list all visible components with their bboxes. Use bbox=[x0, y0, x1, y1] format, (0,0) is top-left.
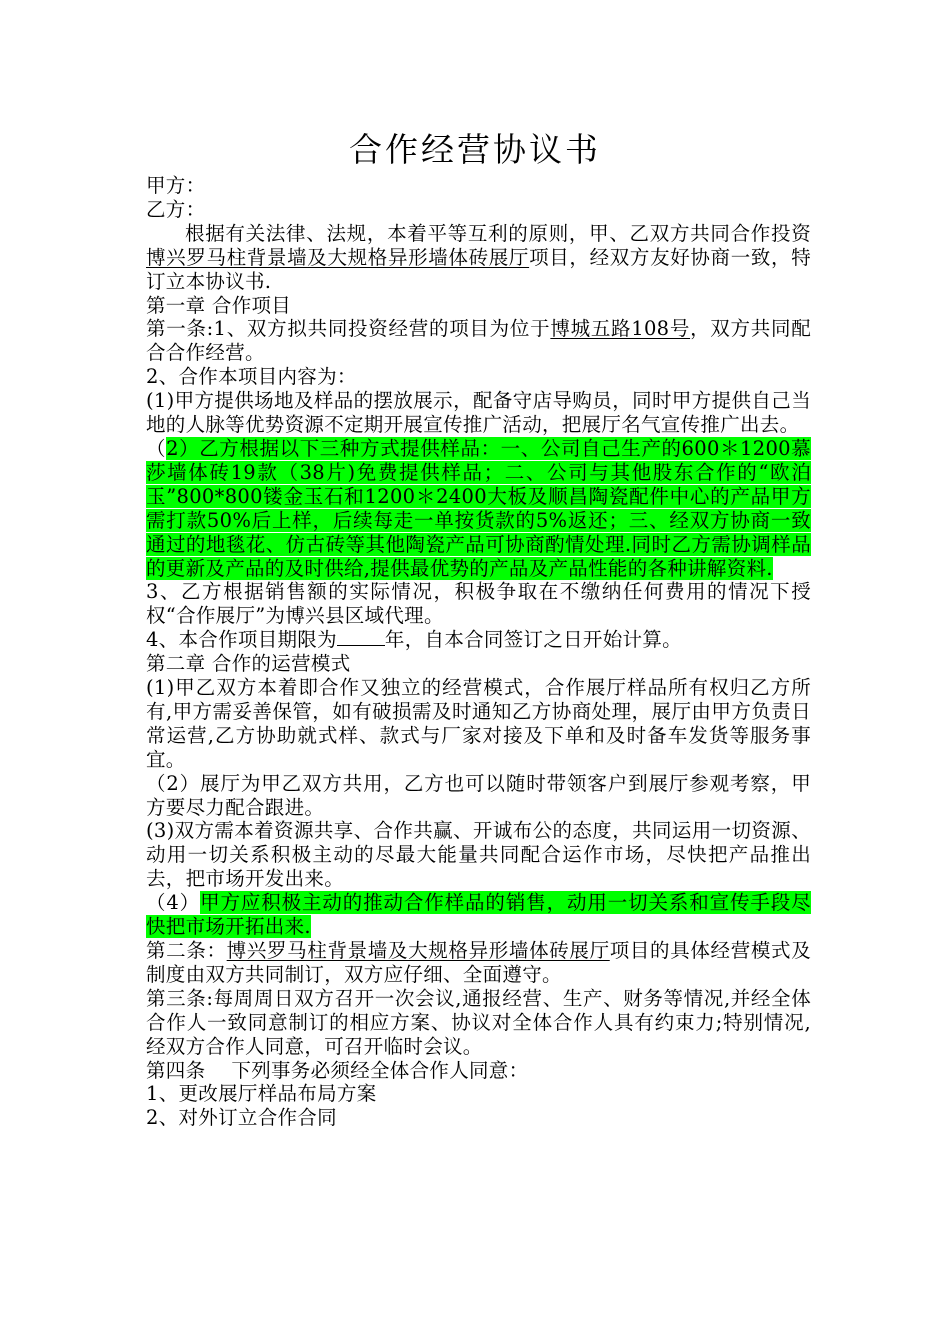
intro-pre: 根据有关法律、法规，本着平等互利的原则，甲、乙双方共同合作投资 bbox=[185, 221, 811, 245]
item-3: 3、乙方根据销售额的实际情况，积极争取在不缴纳任何费用的情况下授权“合作展厅”为博兴县区域代理。 bbox=[146, 580, 811, 628]
matter-1: 1、更改展厅样品布局方案 bbox=[146, 1082, 377, 1106]
party-a-line: 甲方： bbox=[146, 174, 206, 197]
item-2-1: (1)甲方提供场地及样品的摆放展示，配备守店导购员，同时甲方提供自己当地的人脉等优势资源不定期开展宣传推广活动，把展厅名气宣传推广出去。 bbox=[146, 389, 811, 437]
chapter-2-heading: 第二章 合作的运营模式 bbox=[146, 652, 351, 676]
item-2-2 bbox=[146, 437, 811, 580]
article-2-pre: 第二条： bbox=[146, 939, 227, 962]
item-4-post: 年，自本合同签订之日开始计算。 bbox=[384, 628, 682, 652]
mode-3: (3)双方需本着资源共享、合作共赢、开诚布公的态度，共同运用一切资源、动用一切关系积极主动的尽最大能量共同配合运作市场，尽快把产品推出去，把市场开发出来。 bbox=[146, 819, 811, 891]
item-4-pre: 4、本合作项目期限为 bbox=[146, 628, 337, 652]
article-4: 第四条 下列事务必须经全体合作人同意： bbox=[146, 1058, 529, 1082]
article-2-post: 项目的具体经营模式及制度由双方共同制订，双方应仔细、全面遵守。 bbox=[146, 939, 811, 986]
item-2-2-open: （ bbox=[146, 436, 167, 460]
term-blank bbox=[337, 629, 385, 646]
article-2-project-name: 博兴罗马柱背景墙及大规格异形墙体砖展厅 bbox=[226, 939, 610, 962]
article-1 bbox=[146, 317, 811, 365]
mode-2: （2）展厅为甲乙双方共用，乙方也可以随时带领客户到展厅参观考察，甲方要尽力配合跟进。 bbox=[146, 771, 811, 819]
intro-project-name: 博兴罗马柱背景墙及大规格异形墙体砖展厅 bbox=[146, 245, 530, 269]
chapter-1-heading: 第一章 合作项目 bbox=[146, 293, 292, 317]
article-2 bbox=[146, 939, 811, 987]
document-body bbox=[146, 174, 811, 1130]
item-2-2-highlighted-text: 2）乙方根据以下三种方式提供样品：一、公司自己生产的600＊1200慕莎墙体砖19款（38片)免费提供样品；二、公司与其他股东合作的“欧泊玉”800*800镂金玉石和1200＊2400大板及顺昌陶瓷配件中心的产品甲方需打款50%后上样，后续每走一单按货款的5%返还；三、经双方协商一致通过的地毯花、仿古砖等其他陶瓷产品可协商酌情处理.同时乙方需协调样品的更新及产品的及时供给,提供最优势的产品及产品性能的各种讲解资料. bbox=[146, 436, 811, 580]
mode-4-highlighted-text: 甲方应积极主动的推动合作样品的销售，动用一切关系和宣传手段尽快把市场开拓出来. bbox=[146, 891, 811, 939]
matter-2: 2、对外订立合作合同 bbox=[146, 1106, 337, 1130]
article-1-pre: 第一条:1、双方拟共同投资经营的项目为位于 bbox=[146, 317, 551, 341]
item-2-title: 2、合作本项目内容为： bbox=[146, 365, 357, 389]
mode-4-open: （4） bbox=[146, 891, 201, 915]
party-b-line: 乙方： bbox=[146, 197, 206, 221]
mode-1: (1)甲乙双方本着即合作又独立的经营模式，合作展厅样品所有权归乙方所有,甲方需妥善保管，如有破损需及时通知乙方协商处理，展厅由甲方负责日常运营,乙方协助就式样、款式与厂家对接及下单和及时备车发货等服务事宜。 bbox=[146, 676, 811, 771]
intro-post: 项目，经双方友好协商一致，特订立本协议书. bbox=[146, 245, 812, 293]
article-1-post: ，双方共同配合合作经营。 bbox=[146, 317, 812, 365]
document-title: 合作经营协议书 bbox=[349, 130, 601, 169]
article-1-address: 博城五路108号 bbox=[550, 317, 691, 341]
mode-4 bbox=[146, 891, 811, 939]
item-4 bbox=[146, 628, 811, 652]
article-3: 第三条:每周周日双方召开一次会议,通报经营、生产、财务等情况,并经全体合作人一致同意制订的相应方案、协议对全体合作人具有约束力;特别情况,经双方合作人同意，可召开临时会议。 bbox=[146, 986, 811, 1058]
intro-paragraph bbox=[146, 222, 811, 294]
